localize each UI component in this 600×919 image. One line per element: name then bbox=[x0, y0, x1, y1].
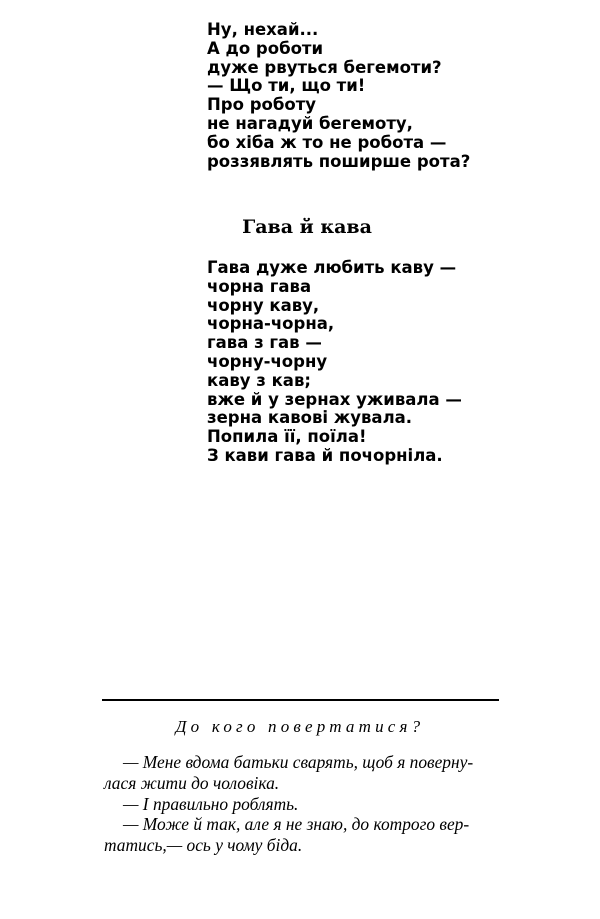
poem-1-line: роззявлять поширше рота? bbox=[207, 151, 471, 171]
poem-1-line: бо хіба ж то не робота — bbox=[207, 132, 447, 152]
joke-text bbox=[104, 752, 504, 856]
poem-1-line: А до роботи bbox=[207, 38, 324, 58]
poem-2-line: зерна кавові жувала. bbox=[207, 408, 413, 428]
poem-2 bbox=[207, 259, 462, 466]
joke-title: До кого повертатися? bbox=[175, 717, 425, 736]
poem-1 bbox=[207, 21, 470, 171]
poem-2-line: гава з гав — bbox=[207, 333, 322, 353]
poem-1-line: Ну, нехай... bbox=[207, 20, 319, 39]
poem-2-line: каву з кав; bbox=[207, 370, 311, 390]
poem-2-line: вже й у зернах уживала — bbox=[207, 389, 462, 409]
joke-line: татись,— ось у чому біда. bbox=[104, 835, 303, 856]
section-divider bbox=[102, 699, 499, 701]
joke-line: — І правильно роблять. bbox=[123, 793, 299, 814]
poem-1-line: — Що ти, що ти! bbox=[207, 76, 366, 96]
joke-line: — Мене вдома батьки сварять, щоб я поверну- bbox=[123, 752, 474, 772]
poem-2-line: чорну-чорну bbox=[207, 351, 328, 371]
poem-1-line: дуже рвуться бегемоти? bbox=[207, 57, 442, 77]
poem-2-line: Гава дуже любить каву — bbox=[207, 258, 457, 277]
joke-line: — Може й так, але я не знаю, до котрого вер- bbox=[123, 814, 470, 835]
joke-line: лася жити до чоловіка. bbox=[104, 772, 280, 793]
poem-2-line: чорна-чорна, bbox=[207, 314, 335, 334]
poem-2-title: Гава й кава bbox=[242, 216, 372, 238]
poem-1-line: Про роботу bbox=[207, 95, 317, 115]
poem-2-line: З кави гава й почорніла. bbox=[207, 445, 443, 465]
poem-1-line: не нагадуй бегемоту, bbox=[207, 113, 413, 133]
poem-2-line: чорна гава bbox=[207, 276, 312, 296]
poem-2-line: Попила її, поїла! bbox=[207, 427, 367, 447]
poem-2-line: чорну каву, bbox=[207, 295, 320, 315]
